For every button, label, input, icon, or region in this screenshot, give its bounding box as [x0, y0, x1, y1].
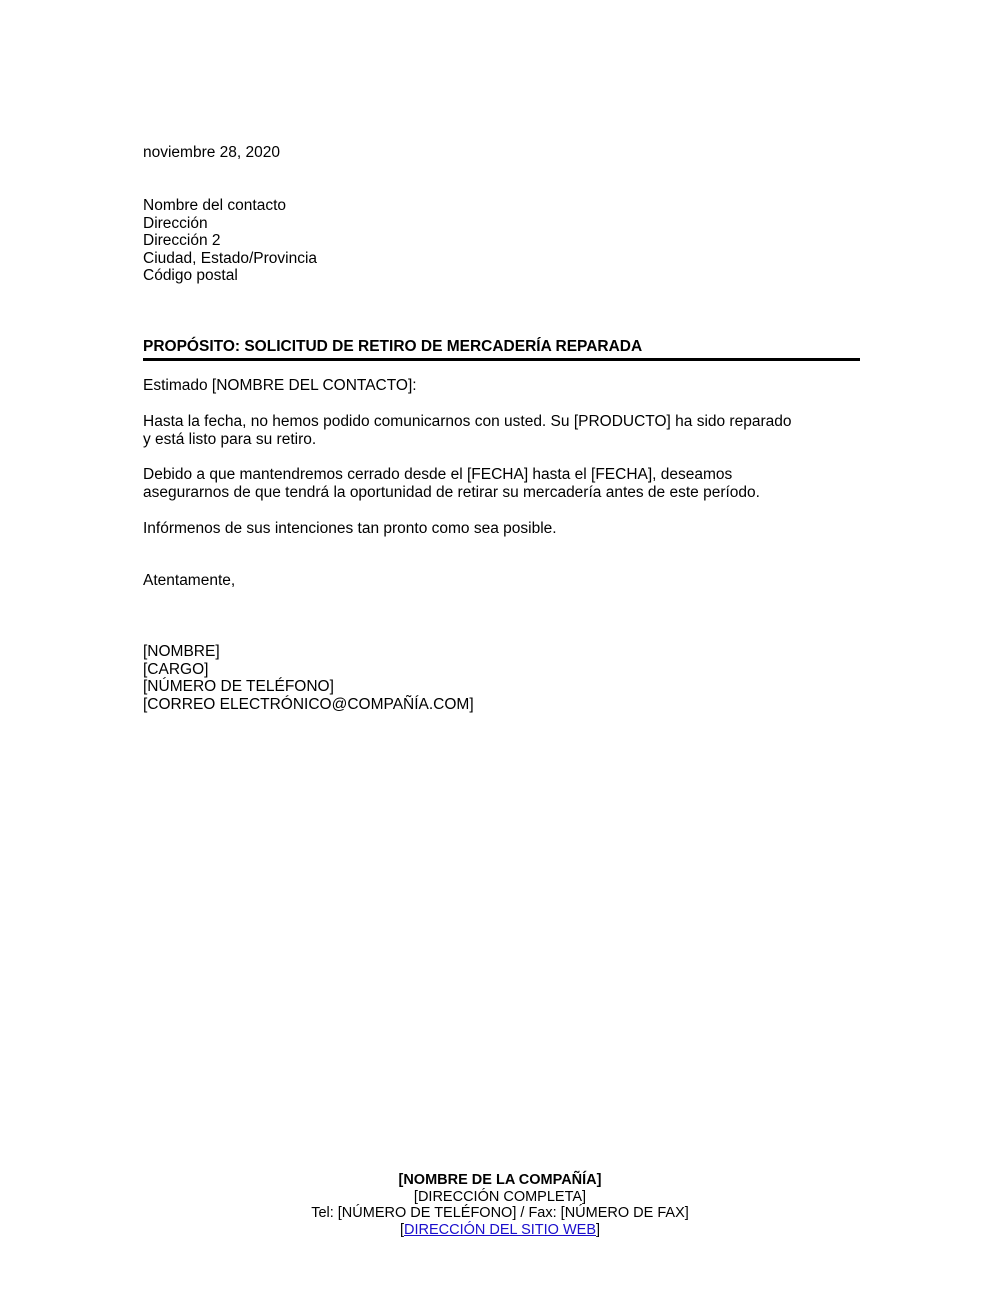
paragraph-line: y está listo para su retiro. [143, 430, 317, 448]
body-paragraph-3 [143, 520, 863, 538]
greeting-text: Estimado [NOMBRE DEL CONTACTO]: [143, 377, 417, 394]
footer-company-name: [NOMBRE DE LA COMPAÑÍA] [398, 1172, 602, 1188]
footer-website [0, 1222, 1000, 1239]
signature-phone: [NÚMERO DE TELÉFONO] [143, 678, 334, 696]
recipient-address [143, 197, 863, 285]
recipient-name: Nombre del contacto [143, 197, 287, 214]
greeting [143, 377, 863, 395]
paragraph-line: Hasta la fecha, no hemos podido comunicarnos con usted. Su [PRODUCTO] ha sido reparado [143, 413, 792, 430]
body-paragraph-2 [143, 466, 863, 501]
footer-contact: Tel: [NÚMERO DE TELÉFONO] / Fax: [NÚMERO DE FAX] [311, 1205, 689, 1222]
signature-name: [NOMBRE] [143, 643, 220, 660]
website-link[interactable]: DIRECCIÓN DEL SITIO WEB [403, 1221, 596, 1238]
recipient-address-line-1: Dirección [143, 214, 208, 232]
paragraph-line: Infórmenos de sus intenciones tan pronto como sea posible. [143, 520, 557, 537]
letterhead-footer [0, 1172, 1000, 1238]
signature-email: [CORREO ELECTRÓNICO@COMPAÑÍA.COM] [143, 695, 474, 713]
footer-address: [DIRECCIÓN COMPLETA] [413, 1188, 587, 1205]
website-close-bracket: ] [596, 1221, 601, 1238]
letter-date [143, 144, 863, 162]
signature-title: [CARGO] [143, 660, 209, 678]
body-paragraph-1 [143, 413, 863, 448]
signature-block [143, 643, 863, 713]
website-open-bracket: [ [399, 1221, 404, 1238]
paragraph-line: Debido a que mantendremos cerrado desde el [FECHA] hasta el [FECHA], deseamos [143, 466, 733, 483]
paragraph-line: asegurarnos de que tendrá la oportunidad de retirar su mercadería antes de este período. [143, 483, 760, 501]
recipient-postal-code: Código postal [143, 267, 238, 285]
recipient-address-line-2: Dirección 2 [143, 232, 221, 250]
closing [143, 572, 863, 590]
date-text: noviembre 28, 2020 [143, 144, 281, 161]
closing-text: Atentamente, [143, 572, 236, 589]
recipient-city-state: Ciudad, Estado/Provincia [143, 249, 318, 267]
subject-heading [143, 338, 860, 361]
subject-text: PROPÓSITO: SOLICITUD DE RETIRO DE MERCADERÍA REPARADA [143, 338, 643, 355]
